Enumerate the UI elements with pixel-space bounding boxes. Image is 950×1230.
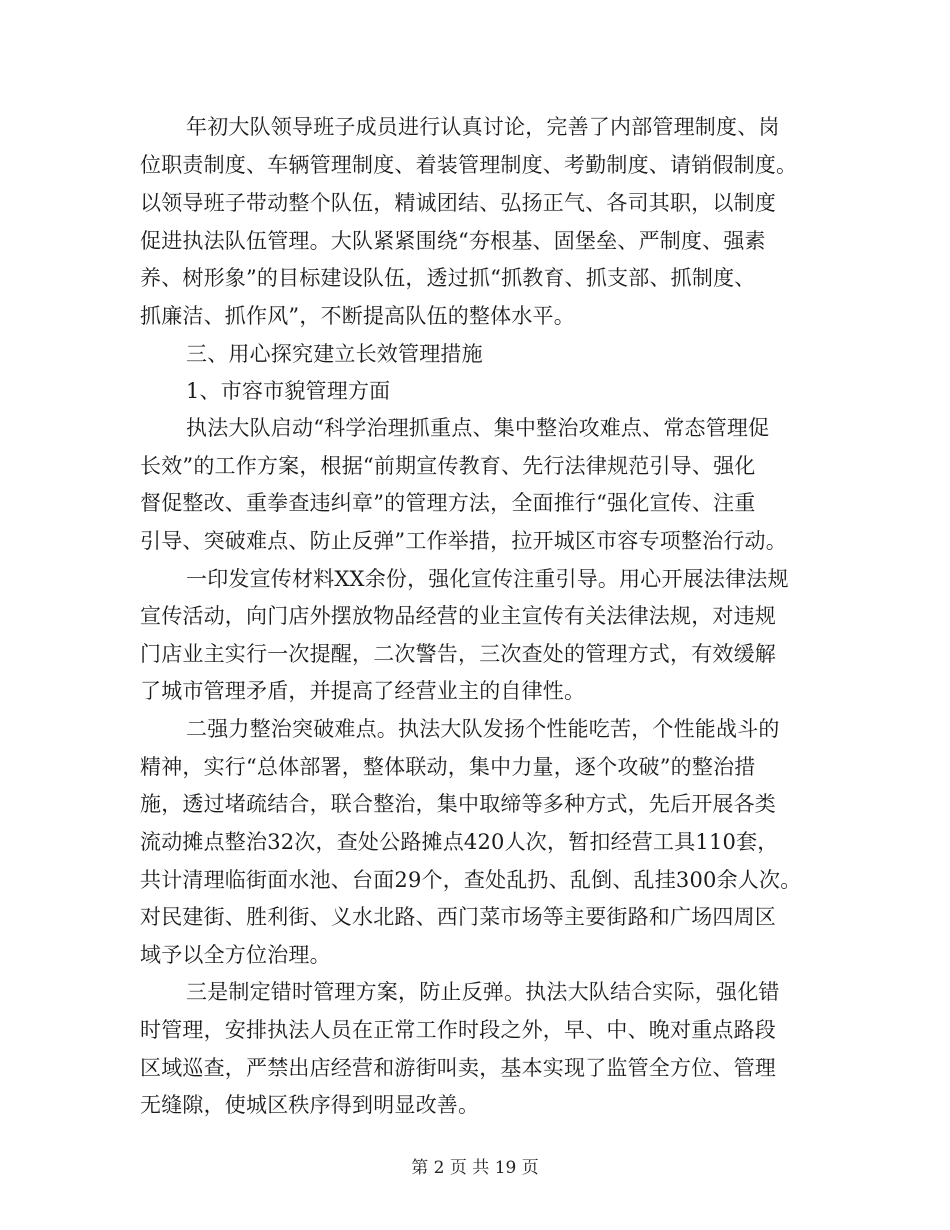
paragraph-line: 执法大队启动“科学治理抓重点、集中整治攻难点、常态管理促 xyxy=(186,416,770,440)
paragraph-line: 无缝隙，使城区秩序得到明显改善。 xyxy=(140,1093,480,1117)
paragraph-line: 促进执法队伍管理。大队紧紧围绕“夯根基、固堡垒、严制度、强素 xyxy=(140,229,766,253)
paragraph-line: 三是制定错时管理方案，防止反弹。执法大队结合实际，强化错 xyxy=(186,980,780,1004)
page-number-footer: 第 2 页 共 19 页 xyxy=(411,1158,539,1178)
paragraph-line: 抓廉洁、抓作风”，不断提高队伍的整体水平。 xyxy=(140,304,575,328)
paragraph-line: 一印发宣传材料XX余份，强化宣传注重引导。用心开展法律法规 xyxy=(186,567,789,591)
paragraph-line: 施，透过堵疏结合，联合整治，集中取缔等多种方式，先后开展各类 xyxy=(140,792,776,816)
paragraph-line: 长效”的工作方案，根据“前期宣传教育、先行法律规范引导、强化 xyxy=(140,454,756,478)
paragraph-line: 督促整改、重拳查违纠章”的管理方法，全面推行“强化宣传、注重 xyxy=(140,491,756,515)
paragraph-line: 引导、突破难点、防止反弹”工作举措，拉开城区市容专项整治行动。 xyxy=(140,529,787,553)
paragraph-line: 对民建街、胜利街、义水北路、西门菜市场等主要街路和广场四周区 xyxy=(140,905,776,929)
subsection-heading: 1、市容市貌管理方面 xyxy=(186,379,391,403)
paragraph-line: 共计清理临街面水池、台面29个，查处乱扔、乱倒、乱挂300余人次。 xyxy=(140,868,802,892)
section-heading: 三、用心探究建立长效管理措施 xyxy=(186,342,483,366)
paragraph-line: 位职责制度、车辆管理制度、着装管理制度、考勤制度、请销假制度。 xyxy=(140,153,798,177)
paragraph-line: 流动摊点整治32次，查处公路摊点420人次，暂扣经营工具110套， xyxy=(140,830,779,854)
paragraph-line: 时管理，安排执法人员在正常工作时段之外，早、中、晚对重点路段 xyxy=(140,1018,776,1042)
paragraph-line: 域予以全方位治理。 xyxy=(140,943,331,967)
paragraph-line: 以领导班子带动整个队伍，精诚团结、弘扬正气、各司其职，以制度 xyxy=(140,191,776,215)
paragraph-line: 了城市管理矛盾，并提高了经营业主的自律性。 xyxy=(140,679,586,703)
paragraph-line: 精神，实行“总体部署，整体联动，集中力量，逐个攻破”的整治措 xyxy=(140,755,756,779)
paragraph-line: 年初大队领导班子成员进行认真讨论，完善了内部管理制度、岗 xyxy=(186,115,780,139)
paragraph-line: 二强力整治突破难点。执法大队发扬个性能吃苦，个性能战斗的 xyxy=(186,717,780,741)
paragraph-line: 门店业主实行一次提醒，二次警告，三次查处的管理方式，有效缓解 xyxy=(140,642,776,666)
paragraph-line: 宣传活动，向门店外摆放物品经营的业主宣传有关法律法规，对违规 xyxy=(140,604,776,628)
paragraph-line: 养、树形象”的目标建设队伍，透过抓“抓教育、抓支部、抓制度、 xyxy=(140,266,756,290)
paragraph-line: 区域巡查，严禁出店经营和游街叫卖，基本实现了监管全方位、管理 xyxy=(140,1056,776,1080)
